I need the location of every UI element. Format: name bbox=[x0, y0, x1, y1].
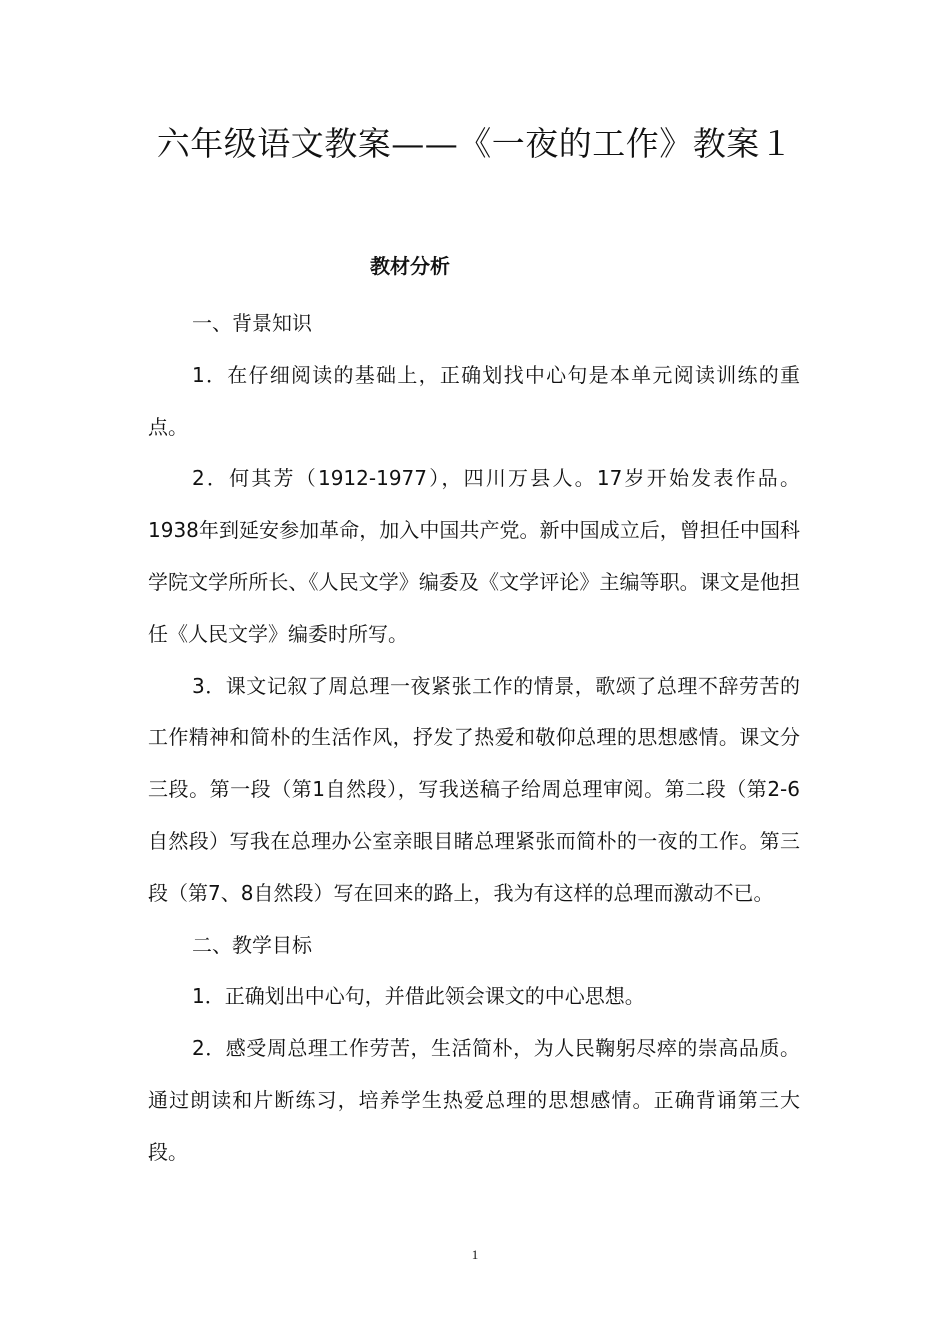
paragraph-5: 2．感受周总理工作劳苦，生活简朴，为人民鞠躬尽瘁的崇高品质。通过朗读和片断练习，培养学生热爱总理的思想感情。正确背诵第三大段。 bbox=[148, 1036, 800, 1164]
document-title: 六年级语文教案——《一夜的工作》教案１ bbox=[156, 124, 794, 163]
subheading-background: 一、背景知识 bbox=[192, 311, 312, 335]
document-body bbox=[148, 298, 800, 1179]
page-number: 1 bbox=[471, 1247, 479, 1262]
paragraph-1: 1．在仔细阅读的基础上，正确划找中心句是本单元阅读训练的重点。 bbox=[148, 362, 800, 439]
paragraph-3: 3．课文记叙了周总理一夜紧张工作的情景，歌颂了总理不辞劳苦的工作精神和简朴的生活作风，抒发了热爱和敬仰总理的思想感情。课文分三段。第一段（第1自然段），写我送稿子给周总理审阅。第二段（第2-6自然段）写我在总理办公室亲眼目睹总理紧张而简朴的一夜的工作。第三段（第7、8自然段）写在回来的路上，我为有这样的总理而激动不已。 bbox=[148, 673, 800, 905]
subheading-goals: 二、教学目标 bbox=[192, 932, 312, 957]
paragraph-4: 1．正确划出中心句，并借此领会课文的中心思想。 bbox=[192, 984, 645, 1009]
section-heading: 教材分析 bbox=[370, 254, 450, 278]
paragraph-2: 2．何其芳（1912-1977），四川万县人。17岁开始发表作品。1938年到延安参加革命，加入中国共产党。新中国成立后，曾担任中国科学院文学所所长、《人民文学》编委及《文学评论》主编等职。课文是他担任《人民文学》编委时所写。 bbox=[148, 466, 800, 646]
